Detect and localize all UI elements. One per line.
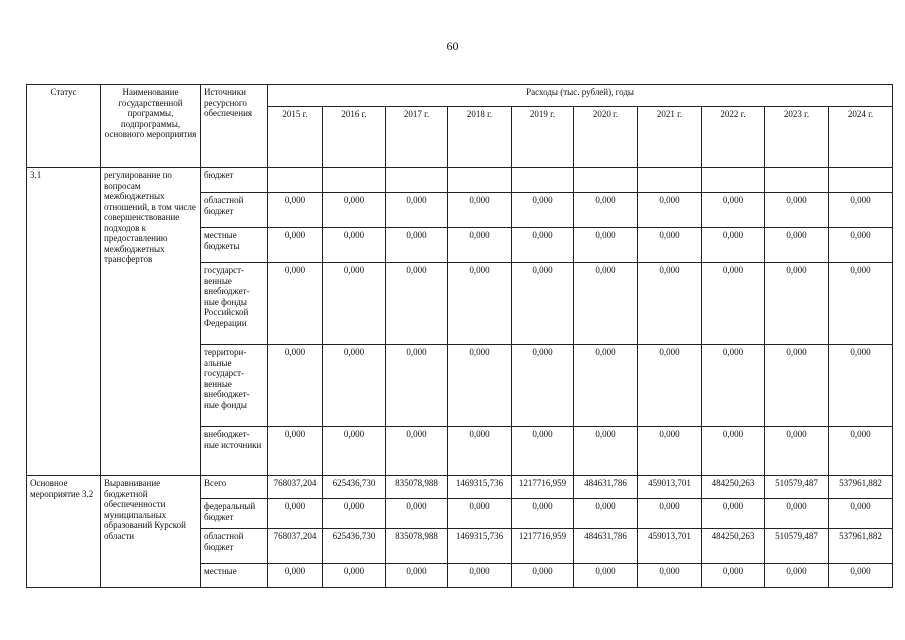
value-cell	[765, 168, 829, 193]
value-cell: 625436,730	[323, 529, 386, 564]
value-cell: 0,000	[702, 345, 765, 427]
value-cell: 0,000	[448, 263, 512, 345]
value-cell	[268, 168, 323, 193]
row-name: Выравнивание бюджетной обеспеченности муниципальных образований Курской области	[101, 476, 201, 588]
value-cell: 1469315,736	[448, 476, 512, 499]
value-cell	[512, 168, 574, 193]
value-cell: 537961,882	[829, 476, 893, 499]
value-cell: 0,000	[829, 345, 893, 427]
header-expenses: Расходы (тыс. рублей), годы	[268, 85, 893, 107]
expenses-table	[26, 84, 893, 588]
header-row	[27, 85, 893, 107]
value-cell: 0,000	[765, 263, 829, 345]
value-cell: 0,000	[512, 564, 574, 588]
value-cell: 0,000	[323, 499, 386, 529]
value-cell: 0,000	[323, 228, 386, 263]
header-year: 2017 г.	[386, 107, 448, 168]
table-row	[27, 476, 893, 499]
value-cell: 0,000	[268, 499, 323, 529]
value-cell: 0,000	[638, 499, 702, 529]
value-cell: 1217716,959	[512, 529, 574, 564]
value-cell: 0,000	[512, 263, 574, 345]
row-source: территори-альные государст-венные внебюджет-ные фонды	[201, 345, 268, 427]
value-cell: 0,000	[448, 499, 512, 529]
value-cell: 835078,988	[386, 476, 448, 499]
value-cell: 0,000	[512, 345, 574, 427]
row-source: областной бюджет	[201, 529, 268, 564]
header-year: 2021 г.	[638, 107, 702, 168]
row-status: Основное мероприятие 3.2	[27, 476, 101, 588]
value-cell: 0,000	[702, 499, 765, 529]
value-cell: 0,000	[323, 263, 386, 345]
value-cell: 0,000	[512, 499, 574, 529]
value-cell	[448, 168, 512, 193]
value-cell: 459013,701	[638, 476, 702, 499]
value-cell: 0,000	[512, 228, 574, 263]
value-cell: 484631,786	[574, 476, 638, 499]
value-cell: 1469315,736	[448, 529, 512, 564]
value-cell: 0,000	[323, 564, 386, 588]
value-cell: 484250,263	[702, 476, 765, 499]
value-cell: 625436,730	[323, 476, 386, 499]
value-cell: 0,000	[765, 427, 829, 476]
value-cell: 0,000	[638, 193, 702, 228]
value-cell: 0,000	[638, 427, 702, 476]
value-cell: 0,000	[323, 427, 386, 476]
value-cell: 0,000	[268, 345, 323, 427]
value-cell: 0,000	[574, 564, 638, 588]
header-year: 2023 г.	[765, 107, 829, 168]
value-cell: 0,000	[574, 427, 638, 476]
value-cell: 0,000	[702, 427, 765, 476]
header-year: 2024 г.	[829, 107, 893, 168]
value-cell: 0,000	[512, 193, 574, 228]
value-cell: 0,000	[323, 345, 386, 427]
value-cell: 0,000	[702, 263, 765, 345]
value-cell: 0,000	[448, 193, 512, 228]
value-cell: 0,000	[765, 564, 829, 588]
value-cell: 0,000	[323, 193, 386, 228]
value-cell: 0,000	[386, 564, 448, 588]
header-year: 2016 г.	[323, 107, 386, 168]
value-cell: 0,000	[386, 193, 448, 228]
value-cell: 1217716,959	[512, 476, 574, 499]
value-cell: 0,000	[574, 499, 638, 529]
value-cell	[829, 168, 893, 193]
value-cell: 0,000	[386, 263, 448, 345]
value-cell: 768037,204	[268, 529, 323, 564]
value-cell	[702, 168, 765, 193]
row-source: областной бюджет	[201, 193, 268, 228]
value-cell	[386, 168, 448, 193]
value-cell: 0,000	[512, 427, 574, 476]
value-cell: 0,000	[574, 345, 638, 427]
value-cell: 0,000	[268, 193, 323, 228]
header-sources: Источники ресурсного обеспечения	[201, 85, 268, 168]
header-year: 2022 г.	[702, 107, 765, 168]
row-source: Всего	[201, 476, 268, 499]
value-cell: 0,000	[829, 193, 893, 228]
value-cell: 510579,487	[765, 476, 829, 499]
value-cell: 0,000	[702, 193, 765, 228]
value-cell: 0,000	[448, 228, 512, 263]
value-cell: 459013,701	[638, 529, 702, 564]
header-year: 2015 г.	[268, 107, 323, 168]
value-cell: 0,000	[638, 345, 702, 427]
value-cell: 0,000	[386, 427, 448, 476]
value-cell: 484631,786	[574, 529, 638, 564]
value-cell: 0,000	[448, 564, 512, 588]
value-cell: 0,000	[448, 427, 512, 476]
header-year: 2019 г.	[512, 107, 574, 168]
value-cell: 0,000	[638, 228, 702, 263]
row-source: государст-венные внебюджет-ные фонды Российской Федерации	[201, 263, 268, 345]
value-cell	[574, 168, 638, 193]
row-source: федеральный бюджет	[201, 499, 268, 529]
header-status: Статус	[27, 85, 101, 168]
row-source: местные	[201, 564, 268, 588]
value-cell	[638, 168, 702, 193]
value-cell: 0,000	[268, 564, 323, 588]
row-source: внебюджет-ные источники	[201, 427, 268, 476]
row-status: 3.1	[27, 168, 101, 476]
value-cell: 0,000	[386, 228, 448, 263]
value-cell: 0,000	[702, 228, 765, 263]
page-number: 60	[446, 39, 459, 53]
value-cell: 0,000	[574, 193, 638, 228]
value-cell: 0,000	[829, 427, 893, 476]
header-year: 2018 г.	[448, 107, 512, 168]
value-cell: 0,000	[386, 499, 448, 529]
value-cell: 768037,204	[268, 476, 323, 499]
value-cell: 0,000	[829, 564, 893, 588]
row-source: бюджет	[201, 168, 268, 193]
row-name: регулирование по вопросам межбюджетных отношений, в том числе совершенствование подходов к предоставлению межбюджетных трансфертов	[101, 168, 201, 476]
value-cell: 0,000	[574, 263, 638, 345]
value-cell: 0,000	[448, 345, 512, 427]
value-cell: 0,000	[829, 228, 893, 263]
table-row	[27, 168, 893, 193]
value-cell	[323, 168, 386, 193]
value-cell: 510579,487	[765, 529, 829, 564]
value-cell: 835078,988	[386, 529, 448, 564]
value-cell: 0,000	[268, 263, 323, 345]
value-cell: 0,000	[638, 263, 702, 345]
header-year: 2020 г.	[574, 107, 638, 168]
value-cell: 0,000	[386, 345, 448, 427]
value-cell: 0,000	[765, 193, 829, 228]
value-cell: 0,000	[765, 345, 829, 427]
value-cell: 0,000	[574, 228, 638, 263]
value-cell: 0,000	[765, 499, 829, 529]
value-cell: 0,000	[268, 228, 323, 263]
value-cell: 0,000	[268, 427, 323, 476]
value-cell: 0,000	[702, 564, 765, 588]
value-cell: 0,000	[765, 228, 829, 263]
value-cell: 0,000	[829, 499, 893, 529]
value-cell: 0,000	[638, 564, 702, 588]
row-source: местные бюджеты	[201, 228, 268, 263]
value-cell: 0,000	[829, 263, 893, 345]
value-cell: 537961,882	[829, 529, 893, 564]
value-cell: 484250,263	[702, 529, 765, 564]
header-name: Наименование государственной программы, подпрограммы, основного мероприятия	[101, 85, 201, 168]
